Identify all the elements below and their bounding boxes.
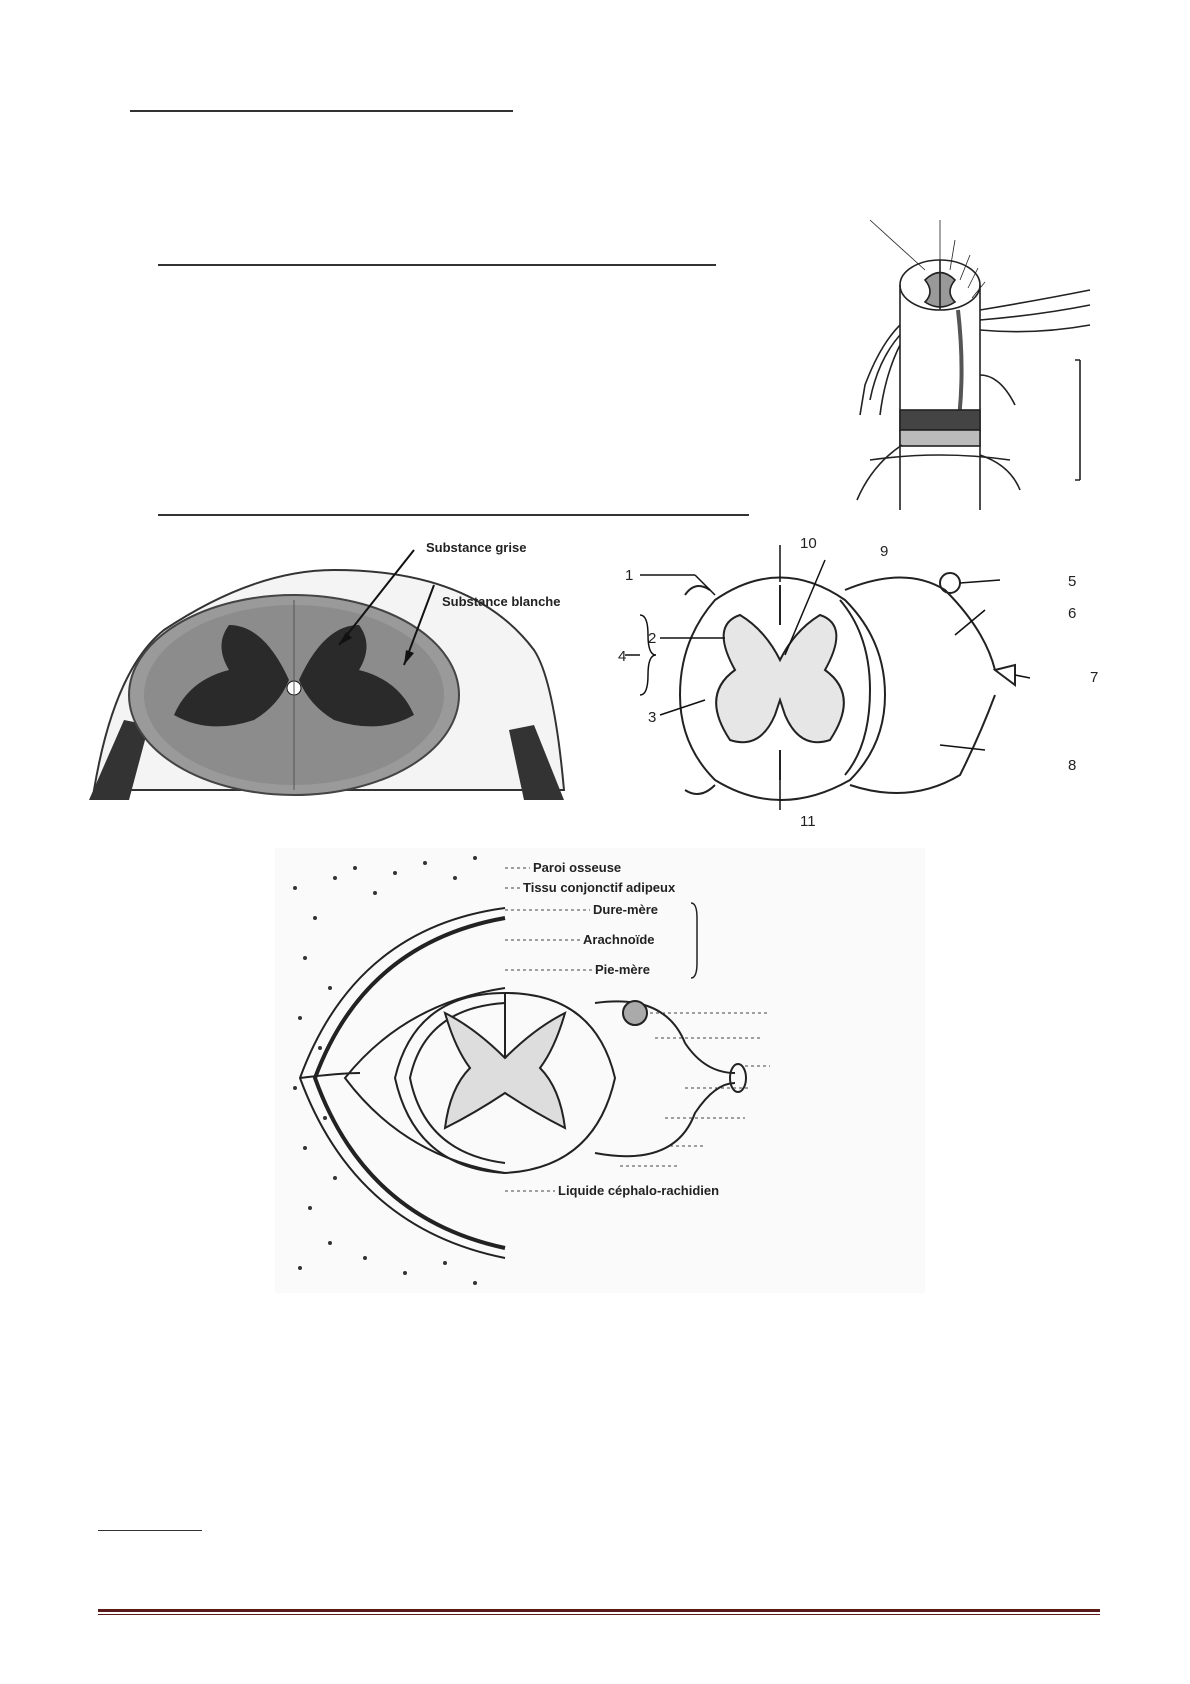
label-adipose-tissue: Tissu conjonctif adipeux — [523, 880, 676, 895]
note-underline — [98, 1530, 202, 1531]
label-csf: Liquide céphalo-rachidien — [558, 1183, 720, 1198]
label-bony-wall: Paroi osseuse — [533, 860, 622, 875]
label-arachnoid: Arachnoïde — [583, 932, 655, 947]
spinal-cord-photo-figure — [84, 540, 574, 810]
schema-label-4: 4 — [618, 648, 627, 665]
label-dura-mater: Dure-mère — [593, 902, 659, 917]
title-underline — [130, 110, 513, 112]
spinal-cord-schema-figure — [618, 535, 1130, 835]
schema-label-9: 9 — [880, 543, 889, 560]
grey-matter-label: Substance grise — [426, 540, 527, 555]
schema-label-3: 3 — [648, 709, 657, 726]
section-a-underline — [158, 264, 716, 266]
schema-label-1: 1 — [625, 567, 634, 584]
schema-label-5: 5 — [1068, 573, 1077, 590]
schema-label-7: 7 — [1090, 669, 1099, 686]
spinal-cord-3d-figure — [840, 200, 1100, 520]
schema-label-2: 2 — [648, 630, 657, 647]
section-b-underline — [158, 514, 749, 516]
schema-label-10: 10 — [800, 535, 817, 552]
schema-label-8: 8 — [1068, 757, 1077, 774]
meninges-figure — [275, 848, 925, 1293]
label-pia-mater: Pie-mère — [595, 962, 650, 977]
schema-label-6: 6 — [1068, 605, 1077, 622]
footer-rule-thin — [98, 1614, 1100, 1615]
schema-label-11: 11 — [800, 813, 816, 830]
footer-rule — [98, 1609, 1100, 1612]
white-matter-label: Substance blanche — [442, 594, 561, 609]
